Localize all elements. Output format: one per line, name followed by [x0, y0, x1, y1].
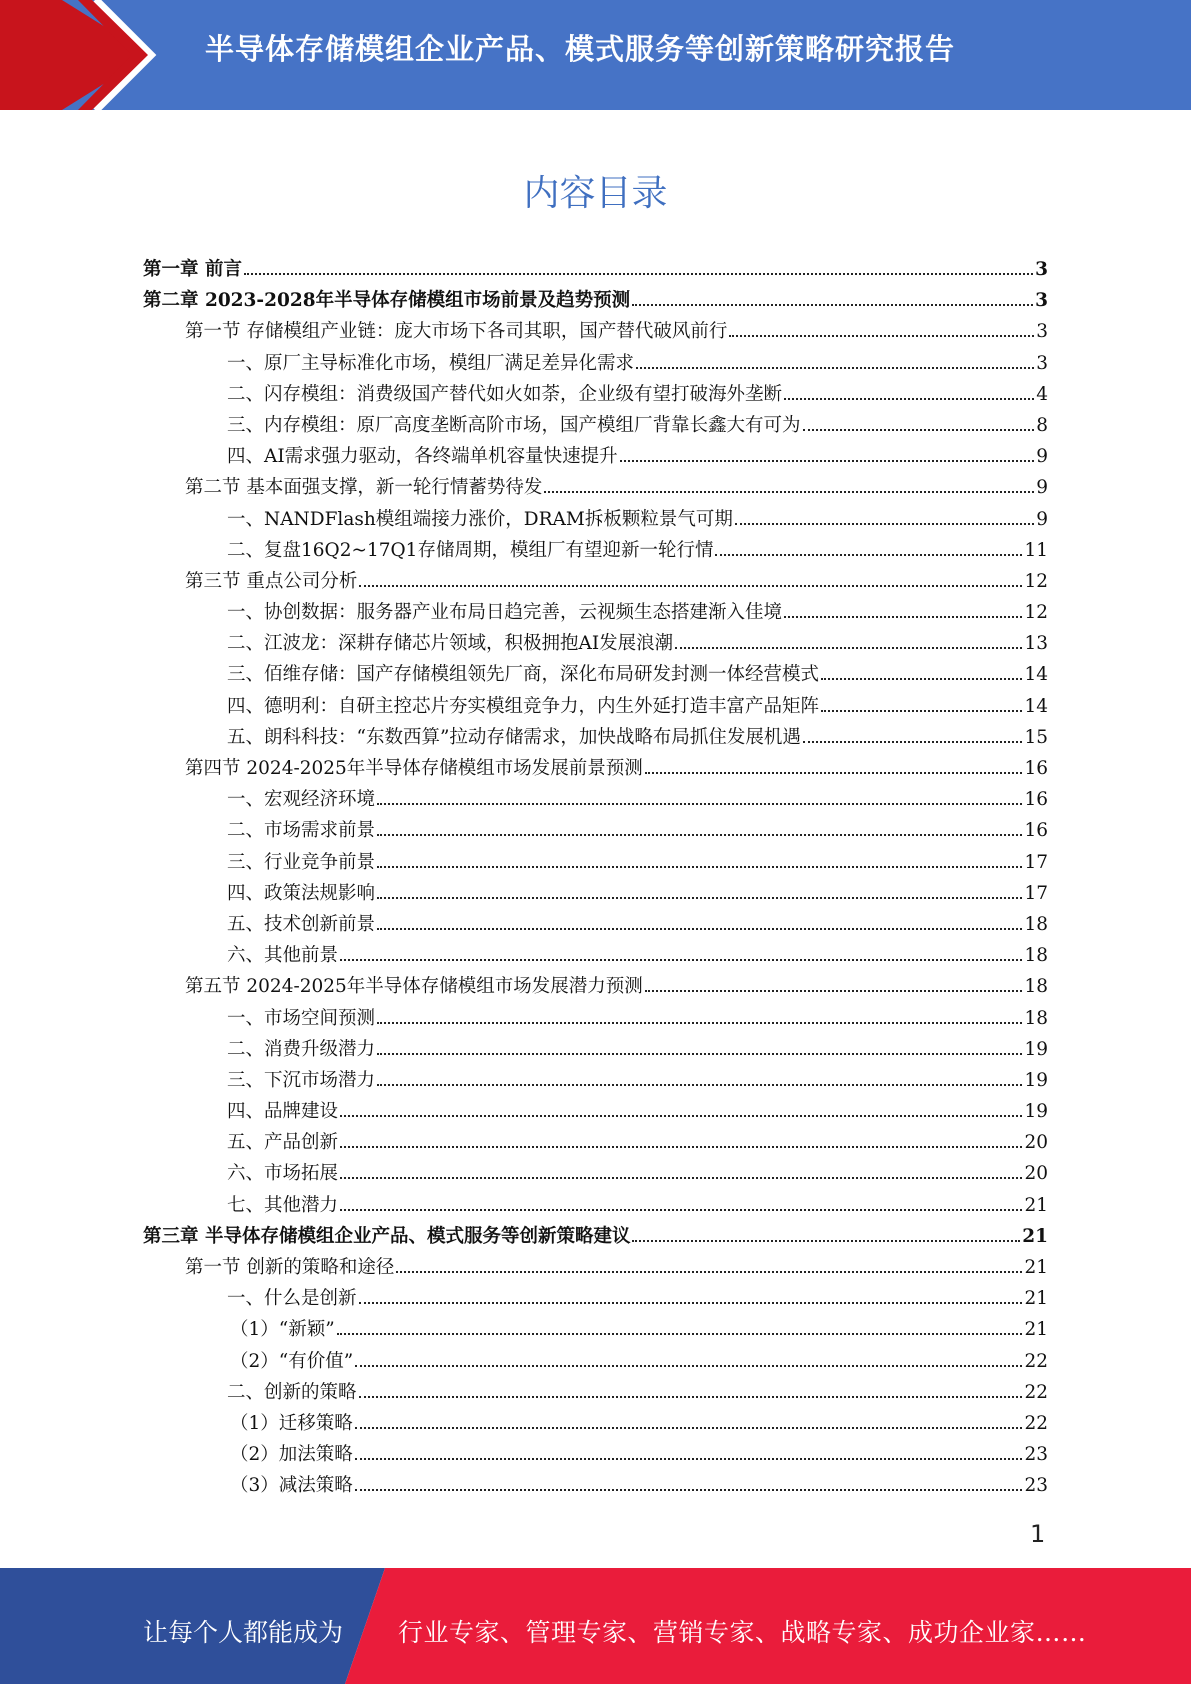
toc-dot-leader: [359, 1396, 1023, 1398]
toc-entry-page: 20: [1024, 1132, 1048, 1154]
toc-dot-leader: [803, 429, 1035, 431]
toc-entry-page: 14: [1024, 695, 1048, 717]
toc-entry-page: 3: [1036, 352, 1048, 374]
toc-entry[interactable]: [143, 504, 1048, 535]
toc-entry[interactable]: [143, 691, 1048, 722]
toc-entry-page: 21: [1024, 1194, 1048, 1216]
toc-entry[interactable]: [143, 1003, 1048, 1034]
toc-entry-label: 二、闪存模组：消费级国产替代如火如荼，企业级有望打破海外垄断: [227, 383, 783, 405]
footer-banner: [0, 1568, 1191, 1684]
toc-entry[interactable]: [143, 1158, 1048, 1189]
toc-entry[interactable]: [143, 815, 1048, 846]
toc-entry-page: 19: [1024, 1101, 1048, 1123]
toc-entry[interactable]: [143, 1221, 1048, 1252]
toc-entry-page: 22: [1024, 1381, 1048, 1403]
toc-entry-label: 二、消费升级潜力: [227, 1038, 376, 1060]
toc-dot-leader: [632, 1240, 1020, 1242]
toc-entry-page: 18: [1024, 945, 1048, 967]
toc-entry[interactable]: [143, 784, 1048, 815]
toc-entry-label: 三、行业竞争前景: [227, 851, 376, 873]
toc-entry-page: 16: [1024, 758, 1048, 779]
toc-entry-page: 18: [1024, 913, 1048, 935]
toc-entry[interactable]: [143, 1314, 1048, 1345]
toc-entry[interactable]: [143, 1065, 1048, 1096]
toc-entry[interactable]: [143, 254, 1048, 285]
toc-entry-label: 三、佰维存储：国产存储模组领先厂商，深化布局研发封测一体经营模式: [227, 664, 820, 686]
toc-entry-page: 3: [1036, 321, 1048, 343]
toc-entry-label: 一、宏观经济环境: [227, 789, 376, 811]
toc-entry-page: 11: [1024, 539, 1048, 561]
toc-entry-page: 23: [1024, 1444, 1048, 1466]
toc-dot-leader: [645, 990, 1023, 992]
toc-dot-leader: [244, 273, 1033, 275]
toc-entry-label: 第一章 前言: [143, 259, 242, 280]
toc-entry-page: 3: [1035, 259, 1048, 280]
toc-heading: 内容目录: [523, 173, 668, 214]
report-title: 半导体存储模组企业产品、模式服务等创新策略研究报告: [205, 32, 956, 66]
toc-entry[interactable]: [143, 628, 1048, 659]
toc-entry-page: 15: [1024, 726, 1048, 748]
toc-entry-page: 16: [1024, 789, 1048, 811]
toc-entry[interactable]: [143, 1252, 1048, 1283]
toc-entry-label: 五、技术创新前景: [227, 913, 376, 935]
toc-entry-label: 第一节 创新的策略和途径: [185, 1257, 395, 1278]
toc-entry-label: 四、德明利：自研主控芯片夯实模组竞争力，内生外延打造丰富产品矩阵: [227, 695, 820, 717]
toc-dot-leader: [340, 1209, 1022, 1211]
toc-entry-page: 17: [1024, 882, 1048, 904]
toc-entry[interactable]: [143, 1190, 1048, 1221]
toc-entry[interactable]: [143, 878, 1048, 909]
toc-entry-label: 二、复盘16Q2~17Q1存储周期，模组厂有望迎新一轮行情: [227, 539, 714, 561]
toc-entry-label: 五、朗科科技：“东数西算”拉动存储需求，加快战略布局抓住发展机遇: [227, 726, 801, 748]
toc-dot-leader: [355, 1489, 1023, 1491]
toc-entry-label: 三、下沉市场潜力: [227, 1069, 376, 1091]
toc-entry-label: 一、协创数据：服务器产业布局日趋完善，云视频生态搭建渐入佳境: [227, 602, 783, 624]
toc-dot-leader: [337, 1333, 1023, 1335]
toc-dot-leader: [340, 1177, 1022, 1179]
toc-entry[interactable]: [143, 316, 1048, 347]
toc-entry-label: 六、其他前景: [227, 945, 339, 967]
toc-entry[interactable]: [143, 1377, 1048, 1408]
toc-entry[interactable]: [143, 722, 1048, 753]
toc-dot-leader: [340, 959, 1022, 961]
toc-entry-label: 一、原厂主导标准化市场，模组厂满足差异化需求: [227, 352, 635, 374]
toc-entry[interactable]: [143, 1439, 1048, 1470]
toc-entry-page: 4: [1036, 383, 1048, 405]
toc-dot-leader: [632, 304, 1033, 306]
toc-entry-page: 18: [1024, 1007, 1048, 1029]
toc-entry[interactable]: [143, 1034, 1048, 1065]
toc-entry-label: 一、什么是创新: [227, 1288, 357, 1310]
toc-entry[interactable]: [143, 1408, 1048, 1439]
toc-entry[interactable]: [143, 535, 1048, 566]
toc-entry[interactable]: [143, 379, 1048, 410]
toc-entry-page: 16: [1024, 820, 1048, 842]
toc-entry-label: 六、市场拓展: [227, 1163, 339, 1185]
toc-dot-leader: [675, 647, 1022, 649]
toc-entry-page: 8: [1036, 414, 1048, 436]
toc-dot-leader: [377, 1053, 1022, 1055]
toc-entry[interactable]: [143, 441, 1048, 472]
toc-entry-label: （1）“新颖”: [230, 1319, 335, 1341]
toc-entry-page: 14: [1024, 664, 1048, 686]
page-number: 1: [1030, 1520, 1046, 1548]
toc-dot-leader: [636, 367, 1034, 369]
toc-entry-label: 三、内存模组：原厂高度垄断高阶市场，国产模组厂背靠长鑫大有可为: [227, 414, 801, 436]
toc-entry[interactable]: [143, 410, 1048, 441]
toc-entry-page: 12: [1024, 602, 1048, 624]
toc-entry-page: 21: [1024, 1319, 1048, 1341]
toc-dot-leader: [340, 1146, 1022, 1148]
toc-entry[interactable]: [143, 659, 1048, 690]
toc-entry-label: 五、产品创新: [227, 1132, 339, 1154]
toc-entry-page: 13: [1024, 633, 1048, 655]
toc-entry[interactable]: [143, 1096, 1048, 1127]
toc-dot-leader: [377, 928, 1022, 930]
toc-dot-leader: [729, 335, 1034, 337]
toc-entry[interactable]: [143, 940, 1048, 971]
toc-dot-leader: [377, 866, 1022, 868]
toc-dot-leader: [359, 1302, 1023, 1304]
toc-entry[interactable]: [143, 285, 1048, 316]
toc-entry[interactable]: [143, 1127, 1048, 1158]
toc-dot-leader: [544, 491, 1034, 493]
toc-dot-leader: [645, 772, 1023, 774]
toc-dot-leader: [377, 897, 1022, 899]
toc-entry[interactable]: [143, 1470, 1048, 1501]
table-of-contents: [143, 254, 1048, 1502]
toc-entry-label: 一、市场空间预测: [227, 1007, 376, 1029]
toc-entry-label: 二、市场需求前景: [227, 820, 376, 842]
toc-entry-page: 22: [1024, 1412, 1048, 1434]
toc-dot-leader: [784, 398, 1034, 400]
toc-entry-page: 18: [1024, 976, 1048, 998]
report-header-banner: [0, 0, 1191, 110]
toc-entry[interactable]: [143, 971, 1048, 1002]
toc-entry-label: 四、AI需求强力驱动，各终端单机容量快速提升: [227, 446, 618, 468]
toc-entry-label: 二、创新的策略: [227, 1381, 357, 1403]
toc-entry[interactable]: [143, 348, 1048, 379]
toc-dot-leader: [735, 523, 1034, 525]
toc-entry-label: 第三节 重点公司分析: [185, 570, 358, 592]
toc-entry-page: 19: [1024, 1069, 1048, 1091]
toc-dot-leader: [377, 834, 1022, 836]
toc-dot-leader: [784, 616, 1022, 618]
toc-entry-page: 21: [1024, 1257, 1048, 1278]
toc-entry-label: 第二节 基本面强支撑，新一轮行情蓄势待发: [185, 477, 543, 499]
toc-dot-leader: [377, 1022, 1022, 1024]
toc-entry-page: 3: [1035, 290, 1048, 312]
toc-dot-leader: [355, 1427, 1023, 1429]
toc-entry-label: 第三章 半导体存储模组企业产品、模式服务等创新策略建议: [143, 1225, 631, 1247]
toc-entry[interactable]: [143, 1346, 1048, 1377]
toc-dot-leader: [803, 741, 1023, 743]
toc-dot-leader: [377, 803, 1022, 805]
footer-slogan-left: 让每个人都能成为: [143, 1618, 344, 1647]
toc-entry[interactable]: [143, 1283, 1048, 1314]
toc-dot-leader: [355, 1365, 1022, 1367]
toc-entry-page: 22: [1024, 1350, 1048, 1372]
toc-entry-page: 20: [1024, 1163, 1048, 1185]
toc-entry[interactable]: [143, 909, 1048, 940]
toc-entry[interactable]: [143, 566, 1048, 597]
toc-entry-page: 9: [1036, 477, 1048, 499]
toc-entry-page: 17: [1024, 851, 1048, 873]
toc-entry[interactable]: [143, 472, 1048, 503]
toc-entry-page: 21: [1022, 1225, 1048, 1247]
toc-entry-label: 四、品牌建设: [227, 1101, 339, 1123]
toc-dot-leader: [359, 585, 1022, 587]
toc-dot-leader: [715, 554, 1022, 556]
toc-entry-label: 四、政策法规影响: [227, 882, 376, 904]
toc-entry-label: （2）加法策略: [230, 1444, 353, 1466]
toc-entry[interactable]: [143, 847, 1048, 878]
toc-entry-page: 19: [1024, 1038, 1048, 1060]
toc-entry-page: 23: [1024, 1475, 1048, 1497]
toc-entry-label: （1）迁移策略: [230, 1412, 353, 1434]
toc-entry-label: 七、其他潜力: [227, 1194, 339, 1216]
toc-entry-label: （3）减法策略: [230, 1475, 353, 1497]
toc-entry-page: 21: [1024, 1288, 1048, 1310]
toc-dot-leader: [396, 1271, 1022, 1273]
toc-dot-leader: [355, 1458, 1023, 1460]
toc-entry-label: 一、NANDFlash模组端接力涨价，DRAM拆板颗粒景气可期: [227, 508, 733, 530]
toc-dot-leader: [620, 460, 1035, 462]
toc-entry[interactable]: [143, 753, 1048, 784]
toc-entry-label: （2）“有价值”: [230, 1350, 354, 1372]
toc-entry-label: 第四节 2024-2025年半导体存储模组市场发展前景预测: [185, 758, 643, 779]
toc-entry-page: 9: [1036, 508, 1048, 530]
toc-dot-leader: [821, 710, 1022, 712]
toc-dot-leader: [377, 1084, 1022, 1086]
toc-entry-label: 第二章 2023-2028年半导体存储模组市场前景及趋势预测: [143, 290, 631, 312]
toc-dot-leader: [340, 1115, 1022, 1117]
toc-entry-label: 第一节 存储模组产业链：庞大市场下各司其职，国产替代破风前行: [185, 321, 728, 343]
footer-slogan-right: 行业专家、管理专家、营销专家、战略专家、成功企业家……: [398, 1618, 1087, 1647]
toc-entry-label: 二、江波龙：深耕存储芯片领域，积极拥抱AI发展浪潮: [227, 633, 674, 655]
toc-entry-page: 12: [1024, 570, 1048, 592]
toc-entry[interactable]: [143, 597, 1048, 628]
toc-dot-leader: [821, 678, 1022, 680]
toc-entry-label: 第五节 2024-2025年半导体存储模组市场发展潜力预测: [185, 976, 643, 998]
toc-entry-page: 9: [1036, 446, 1048, 468]
